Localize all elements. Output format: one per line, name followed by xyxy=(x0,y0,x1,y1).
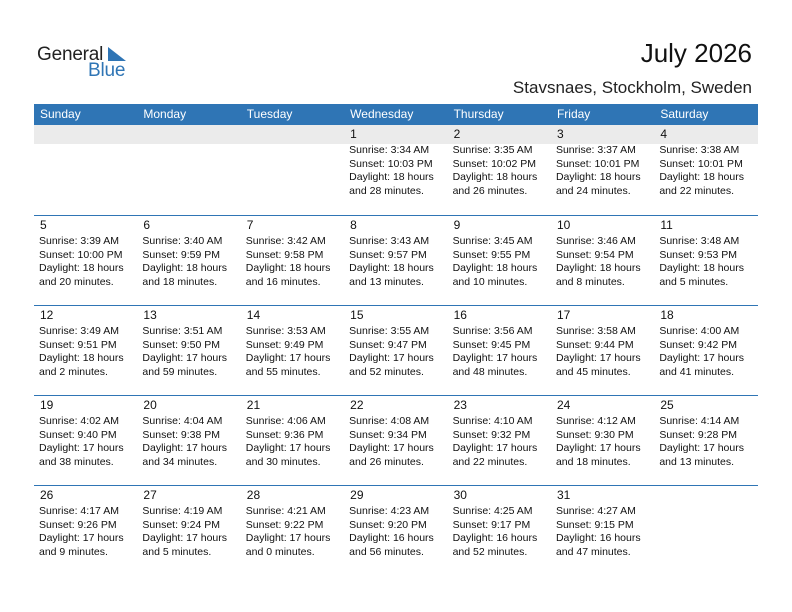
day-number: 17 xyxy=(556,308,571,322)
brand-logo xyxy=(37,44,147,84)
sunrise-text: Sunrise: 3:56 AM xyxy=(452,325,533,337)
daylight-text: Daylight: 18 hours xyxy=(452,262,538,275)
day-cell xyxy=(241,216,344,305)
empty-day-cell xyxy=(241,125,344,215)
day-cell xyxy=(241,396,344,485)
daylight-text: and 13 minutes. xyxy=(659,455,735,468)
day-cell xyxy=(344,216,447,305)
day-cell xyxy=(34,306,137,395)
sunset-text: Sunset: 10:01 PM xyxy=(555,157,640,170)
page-title: July 2026 xyxy=(640,38,752,68)
daylight-text: Daylight: 18 hours xyxy=(555,262,641,275)
sunrise-text: Sunrise: 3:49 AM xyxy=(39,325,119,337)
sunrise-text: Sunrise: 4:19 AM xyxy=(142,505,223,517)
sunset-text: Sunset: 9:20 PM xyxy=(349,518,427,531)
daylight-text: and 56 minutes. xyxy=(349,545,424,558)
daylight-text: Daylight: 18 hours xyxy=(349,262,434,275)
empty-day-band xyxy=(34,125,137,144)
sunrise-text: Sunrise: 4:14 AM xyxy=(659,415,740,427)
daylight-text: and 34 minutes. xyxy=(142,455,218,468)
day-cell xyxy=(654,306,757,395)
sunset-text: Sunset: 10:03 PM xyxy=(349,157,433,170)
day-cell xyxy=(551,396,654,485)
day-cell xyxy=(551,216,654,305)
daylight-text: Daylight: 17 hours xyxy=(349,442,434,455)
day-cell xyxy=(551,125,654,215)
day-cell xyxy=(448,486,551,575)
daylight-text: Daylight: 17 hours xyxy=(555,352,641,365)
sunset-text: Sunset: 9:26 PM xyxy=(39,518,117,531)
sunset-text: Sunset: 9:28 PM xyxy=(659,428,737,441)
daylight-text: and 55 minutes. xyxy=(245,365,321,378)
sunrise-text: Sunrise: 3:39 AM xyxy=(39,235,119,247)
weekday-monday: Monday xyxy=(143,107,187,121)
daylight-text: and 18 minutes. xyxy=(555,455,631,468)
daylight-text: and 47 minutes. xyxy=(555,545,631,558)
daylight-text: Daylight: 18 hours xyxy=(452,171,538,184)
sunrise-text: Sunrise: 3:48 AM xyxy=(659,235,740,247)
sunrise-text: Sunrise: 4:08 AM xyxy=(349,415,430,427)
empty-day-cell xyxy=(654,486,757,575)
day-number: 5 xyxy=(40,218,47,232)
sunrise-text: Sunrise: 4:04 AM xyxy=(142,415,223,427)
empty-day-cell xyxy=(137,125,240,215)
day-cell xyxy=(448,396,551,485)
weekday-wednesday: Wednesday xyxy=(350,107,414,121)
daylight-text: Daylight: 17 hours xyxy=(659,352,744,365)
day-number: 26 xyxy=(40,488,54,502)
day-cell xyxy=(344,306,447,395)
sunrise-text: Sunrise: 4:12 AM xyxy=(555,415,636,427)
day-number: 10 xyxy=(556,218,571,232)
day-cell xyxy=(344,396,447,485)
day-number: 14 xyxy=(246,308,261,322)
daylight-text: and 48 minutes. xyxy=(452,365,528,378)
logo-word-general: General xyxy=(37,44,104,65)
daylight-text: Daylight: 17 hours xyxy=(142,442,228,455)
day-number: 21 xyxy=(246,398,261,412)
day-number: 20 xyxy=(143,398,157,412)
day-cell xyxy=(551,306,654,395)
daylight-text: Daylight: 18 hours xyxy=(349,171,434,184)
daylight-text: and 9 minutes. xyxy=(39,545,108,558)
daylight-text: Daylight: 17 hours xyxy=(245,442,331,455)
sunrise-text: Sunrise: 3:34 AM xyxy=(349,144,430,156)
day-number: 27 xyxy=(143,488,157,502)
daylight-text: Daylight: 16 hours xyxy=(555,532,641,545)
daylight-text: Daylight: 17 hours xyxy=(142,352,228,365)
day-number: 9 xyxy=(453,218,461,232)
daylight-text: and 13 minutes. xyxy=(349,275,424,288)
day-number: 30 xyxy=(453,488,467,502)
sunrise-text: Sunrise: 3:58 AM xyxy=(555,325,636,337)
sunset-text: Sunset: 9:45 PM xyxy=(452,338,531,351)
day-cell xyxy=(551,486,654,575)
daylight-text: and 20 minutes. xyxy=(39,275,114,288)
sunset-text: Sunset: 9:44 PM xyxy=(555,338,634,351)
weekday-tuesday: Tuesday xyxy=(246,107,293,121)
sunrise-text: Sunrise: 4:10 AM xyxy=(452,415,533,427)
day-number: 6 xyxy=(143,218,151,232)
daylight-text: and 52 minutes. xyxy=(349,365,424,378)
daylight-text: and 41 minutes. xyxy=(659,365,735,378)
weekday-thursday: Thursday xyxy=(453,107,504,121)
sunset-text: Sunset: 9:24 PM xyxy=(142,518,221,531)
day-number: 28 xyxy=(246,488,261,502)
daylight-text: and 26 minutes. xyxy=(452,184,528,197)
daylight-text: and 10 minutes. xyxy=(452,275,528,288)
week-row xyxy=(34,125,758,215)
day-number: 4 xyxy=(654,125,757,144)
daylight-text: Daylight: 18 hours xyxy=(39,352,124,365)
week-row xyxy=(34,215,758,305)
day-cell xyxy=(654,396,757,485)
daylight-text: Daylight: 17 hours xyxy=(659,442,744,455)
day-cell xyxy=(448,306,551,395)
sunrise-text: Sunrise: 3:35 AM xyxy=(452,144,533,156)
logo-triangle-icon xyxy=(108,47,126,61)
day-number: 13 xyxy=(143,308,157,322)
weekday-header xyxy=(34,104,758,125)
sunset-text: Sunset: 9:36 PM xyxy=(245,428,324,441)
daylight-text: Daylight: 16 hours xyxy=(349,532,434,545)
empty-day-band xyxy=(137,125,240,144)
day-number: 15 xyxy=(350,308,364,322)
sunrise-text: Sunrise: 4:02 AM xyxy=(39,415,119,427)
daylight-text: and 59 minutes. xyxy=(142,365,218,378)
daylight-text: and 16 minutes. xyxy=(245,275,321,288)
sunset-text: Sunset: 9:22 PM xyxy=(245,518,324,531)
day-number: 11 xyxy=(660,218,673,232)
daylight-text: Daylight: 17 hours xyxy=(452,352,538,365)
daylight-text: Daylight: 17 hours xyxy=(349,352,434,365)
sunset-text: Sunset: 10:02 PM xyxy=(452,157,537,170)
sunset-text: Sunset: 9:57 PM xyxy=(349,248,427,261)
day-number: 23 xyxy=(453,398,467,412)
sunset-text: Sunset: 9:38 PM xyxy=(142,428,221,441)
sunrise-text: Sunrise: 4:21 AM xyxy=(245,505,326,517)
daylight-text: Daylight: 17 hours xyxy=(245,352,331,365)
daylight-text: Daylight: 18 hours xyxy=(659,262,744,275)
sunset-text: Sunset: 9:53 PM xyxy=(659,248,737,261)
day-number: 25 xyxy=(660,398,674,412)
day-number: 12 xyxy=(40,308,54,322)
daylight-text: Daylight: 17 hours xyxy=(555,442,641,455)
sunset-text: Sunset: 9:32 PM xyxy=(452,428,531,441)
daylight-text: and 8 minutes. xyxy=(555,275,625,288)
daylight-text: and 22 minutes. xyxy=(659,184,735,197)
weekday-saturday: Saturday xyxy=(660,107,709,121)
daylight-text: and 38 minutes. xyxy=(39,455,114,468)
week-row xyxy=(34,485,758,575)
sunset-text: Sunset: 9:15 PM xyxy=(555,518,634,531)
sunset-text: Sunset: 9:51 PM xyxy=(39,338,117,351)
sunrise-text: Sunrise: 3:38 AM xyxy=(659,144,740,156)
daylight-text: Daylight: 18 hours xyxy=(659,171,744,184)
sunrise-text: Sunrise: 3:55 AM xyxy=(349,325,430,337)
sunrise-text: Sunrise: 3:43 AM xyxy=(349,235,430,247)
day-cell xyxy=(34,486,137,575)
day-number: 16 xyxy=(453,308,467,322)
week-row xyxy=(34,305,758,395)
daylight-text: and 5 minutes. xyxy=(142,545,212,558)
day-cell xyxy=(241,486,344,575)
sunset-text: Sunset: 10:00 PM xyxy=(39,248,123,261)
day-cell xyxy=(448,216,551,305)
weekday-friday: Friday xyxy=(556,107,591,121)
empty-day-cell xyxy=(34,125,137,215)
day-cell xyxy=(344,486,447,575)
sunset-text: Sunset: 9:47 PM xyxy=(349,338,427,351)
daylight-text: Daylight: 17 hours xyxy=(39,442,124,455)
logo-word-blue: Blue xyxy=(88,60,126,81)
daylight-text: and 52 minutes. xyxy=(452,545,528,558)
day-cell xyxy=(137,486,240,575)
weekday-sunday: Sunday xyxy=(40,107,81,121)
week-row xyxy=(34,395,758,485)
daylight-text: and 18 minutes. xyxy=(142,275,218,288)
sunset-text: Sunset: 9:50 PM xyxy=(142,338,221,351)
day-number: 31 xyxy=(556,488,571,502)
day-number: 19 xyxy=(40,398,54,412)
sunset-text: Sunset: 9:17 PM xyxy=(452,518,531,531)
day-number: 29 xyxy=(350,488,364,502)
sunset-text: Sunset: 9:42 PM xyxy=(659,338,737,351)
daylight-text: and 26 minutes. xyxy=(349,455,424,468)
sunset-text: Sunset: 9:49 PM xyxy=(245,338,324,351)
calendar-grid xyxy=(34,104,758,575)
daylight-text: Daylight: 18 hours xyxy=(245,262,331,275)
day-cell xyxy=(34,396,137,485)
daylight-text: Daylight: 17 hours xyxy=(452,442,538,455)
sunrise-text: Sunrise: 3:37 AM xyxy=(555,144,636,156)
sunrise-text: Sunrise: 3:45 AM xyxy=(452,235,533,247)
day-number: 7 xyxy=(246,218,254,232)
daylight-text: Daylight: 18 hours xyxy=(39,262,124,275)
sunset-text: Sunset: 9:59 PM xyxy=(142,248,221,261)
daylight-text: Daylight: 17 hours xyxy=(142,532,228,545)
daylight-text: Daylight: 16 hours xyxy=(452,532,538,545)
sunset-text: Sunset: 9:34 PM xyxy=(349,428,427,441)
daylight-text: Daylight: 17 hours xyxy=(245,532,331,545)
day-cell xyxy=(137,396,240,485)
day-cell xyxy=(654,125,757,215)
sunrise-text: Sunrise: 4:23 AM xyxy=(349,505,430,517)
sunset-text: Sunset: 9:55 PM xyxy=(452,248,531,261)
day-cell xyxy=(137,306,240,395)
location-subtitle: Stavsnaes, Stockholm, Sweden xyxy=(512,78,752,97)
day-cell xyxy=(137,216,240,305)
day-number: 18 xyxy=(660,308,674,322)
sunrise-text: Sunrise: 3:51 AM xyxy=(142,325,223,337)
sunset-text: Sunset: 9:30 PM xyxy=(555,428,634,441)
day-cell xyxy=(448,125,551,215)
sunset-text: Sunset: 9:54 PM xyxy=(555,248,634,261)
day-number: 8 xyxy=(350,218,357,232)
daylight-text: Daylight: 17 hours xyxy=(39,532,124,545)
day-cell xyxy=(654,216,757,305)
day-number: 1 xyxy=(344,125,447,144)
sunrise-text: Sunrise: 4:00 AM xyxy=(659,325,740,337)
daylight-text: and 30 minutes. xyxy=(245,455,321,468)
sunrise-text: Sunrise: 4:27 AM xyxy=(555,505,636,517)
daylight-text: and 22 minutes. xyxy=(452,455,528,468)
day-cell xyxy=(241,306,344,395)
sunset-text: Sunset: 10:01 PM xyxy=(659,157,743,170)
daylight-text: Daylight: 18 hours xyxy=(142,262,228,275)
daylight-text: Daylight: 18 hours xyxy=(555,171,641,184)
sunrise-text: Sunrise: 4:17 AM xyxy=(39,505,119,517)
sunrise-text: Sunrise: 3:53 AM xyxy=(245,325,326,337)
sunrise-text: Sunrise: 3:40 AM xyxy=(142,235,223,247)
daylight-text: and 45 minutes. xyxy=(555,365,631,378)
day-cell xyxy=(34,216,137,305)
empty-day-band xyxy=(241,125,344,144)
daylight-text: and 28 minutes. xyxy=(349,184,424,197)
sunset-text: Sunset: 9:58 PM xyxy=(245,248,324,261)
day-number: 24 xyxy=(556,398,571,412)
day-number: 22 xyxy=(350,398,364,412)
sunrise-text: Sunrise: 3:46 AM xyxy=(555,235,636,247)
daylight-text: and 2 minutes. xyxy=(39,365,108,378)
daylight-text: and 5 minutes. xyxy=(659,275,729,288)
daylight-text: and 24 minutes. xyxy=(555,184,631,197)
sunset-text: Sunset: 9:40 PM xyxy=(39,428,117,441)
sunrise-text: Sunrise: 4:06 AM xyxy=(245,415,326,427)
day-number: 2 xyxy=(448,125,551,144)
day-cell xyxy=(344,125,447,215)
sunrise-text: Sunrise: 4:25 AM xyxy=(452,505,533,517)
sunrise-text: Sunrise: 3:42 AM xyxy=(245,235,326,247)
day-number: 3 xyxy=(551,125,654,144)
daylight-text: and 0 minutes. xyxy=(245,545,315,558)
